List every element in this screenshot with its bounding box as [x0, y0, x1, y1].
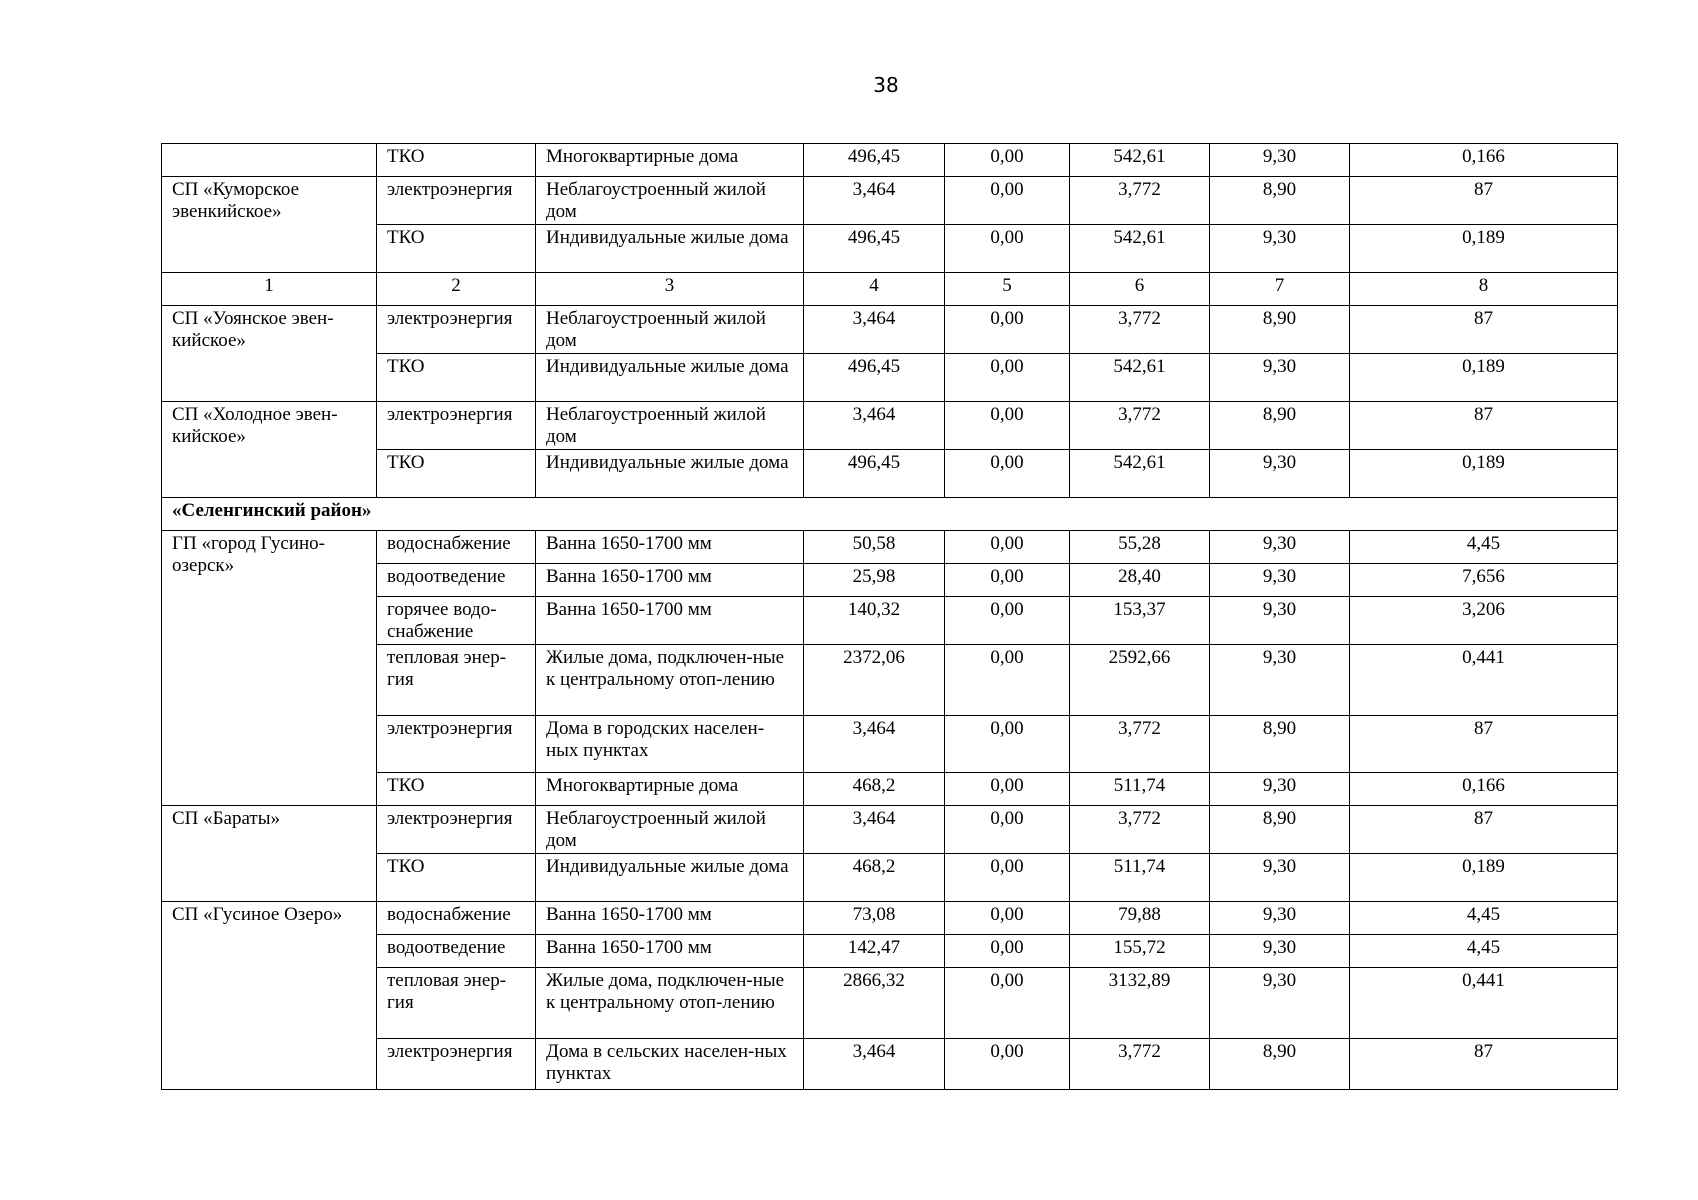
value-cell: 87 — [1350, 402, 1618, 450]
value-cell: 0,441 — [1350, 968, 1618, 1039]
column-number: 1 — [162, 273, 377, 306]
value-cell: 0,166 — [1350, 773, 1618, 806]
table-row — [162, 854, 1618, 902]
value-cell: 3132,89 — [1070, 968, 1210, 1039]
value-cell: 0,00 — [945, 402, 1070, 450]
value-cell: 142,47 — [804, 935, 945, 968]
settlement-cell: СП «Бараты» — [162, 806, 377, 902]
value-cell: 9,30 — [1210, 773, 1350, 806]
value-cell: 153,37 — [1070, 597, 1210, 645]
value-cell: 3,772 — [1070, 806, 1210, 854]
category-cell: Индивидуальные жилые дома — [536, 354, 804, 402]
column-number-row — [162, 273, 1618, 306]
table-row — [162, 225, 1618, 273]
value-cell: 2866,32 — [804, 968, 945, 1039]
value-cell: 0,189 — [1350, 854, 1618, 902]
value-cell: 9,30 — [1210, 531, 1350, 564]
column-number: 6 — [1070, 273, 1210, 306]
table-row — [162, 902, 1618, 935]
value-cell: 2592,66 — [1070, 645, 1210, 716]
value-cell: 50,58 — [804, 531, 945, 564]
service-cell: ТКО — [377, 144, 536, 177]
category-cell: Ванна 1650-1700 мм — [536, 935, 804, 968]
value-cell: 8,90 — [1210, 177, 1350, 225]
category-cell: Ванна 1650-1700 мм — [536, 564, 804, 597]
value-cell: 3,772 — [1070, 306, 1210, 354]
value-cell: 496,45 — [804, 354, 945, 402]
table-row — [162, 1039, 1618, 1090]
value-cell: 3,772 — [1070, 716, 1210, 773]
value-cell: 9,30 — [1210, 564, 1350, 597]
settlement-cell — [162, 144, 377, 177]
service-cell: электроэнергия — [377, 306, 536, 354]
value-cell: 542,61 — [1070, 450, 1210, 498]
column-number: 5 — [945, 273, 1070, 306]
category-cell: Неблагоустроенный жилой дом — [536, 402, 804, 450]
service-cell: водоснабжение — [377, 531, 536, 564]
value-cell: 8,90 — [1210, 716, 1350, 773]
value-cell: 9,30 — [1210, 354, 1350, 402]
value-cell: 511,74 — [1070, 854, 1210, 902]
service-cell: тепловая энер-гия — [377, 968, 536, 1039]
table-row — [162, 450, 1618, 498]
column-number: 2 — [377, 273, 536, 306]
category-cell: Индивидуальные жилые дома — [536, 854, 804, 902]
value-cell: 0,189 — [1350, 450, 1618, 498]
value-cell: 3,206 — [1350, 597, 1618, 645]
service-cell: водоснабжение — [377, 902, 536, 935]
service-cell: ТКО — [377, 773, 536, 806]
table-row — [162, 935, 1618, 968]
category-cell: Индивидуальные жилые дома — [536, 225, 804, 273]
category-cell: Жилые дома, подключен-ные к центральному отоп-лению — [536, 645, 804, 716]
value-cell: 468,2 — [804, 773, 945, 806]
value-cell: 9,30 — [1210, 854, 1350, 902]
table-row — [162, 144, 1618, 177]
value-cell: 0,189 — [1350, 225, 1618, 273]
value-cell: 0,00 — [945, 564, 1070, 597]
settlement-cell: СП «Гусиное Озеро» — [162, 902, 377, 1090]
value-cell: 0,00 — [945, 645, 1070, 716]
category-cell: Индивидуальные жилые дома — [536, 450, 804, 498]
value-cell: 0,00 — [945, 773, 1070, 806]
value-cell: 3,464 — [804, 716, 945, 773]
value-cell: 3,464 — [804, 177, 945, 225]
section-title: «Селенгинский район» — [162, 498, 1618, 531]
table-row — [162, 564, 1618, 597]
value-cell: 0,166 — [1350, 144, 1618, 177]
value-cell: 0,00 — [945, 225, 1070, 273]
value-cell: 87 — [1350, 1039, 1618, 1090]
value-cell: 3,464 — [804, 306, 945, 354]
category-cell: Дома в городских населен-ных пунктах — [536, 716, 804, 773]
value-cell: 28,40 — [1070, 564, 1210, 597]
table-row — [162, 968, 1618, 1039]
value-cell: 0,00 — [945, 902, 1070, 935]
value-cell: 155,72 — [1070, 935, 1210, 968]
value-cell: 0,00 — [945, 716, 1070, 773]
service-cell: водоотведение — [377, 564, 536, 597]
column-number: 3 — [536, 273, 804, 306]
table-row — [162, 806, 1618, 854]
service-cell: ТКО — [377, 854, 536, 902]
service-cell: ТКО — [377, 354, 536, 402]
value-cell: 9,30 — [1210, 902, 1350, 935]
value-cell: 0,00 — [945, 806, 1070, 854]
value-cell: 3,464 — [804, 402, 945, 450]
value-cell: 3,772 — [1070, 177, 1210, 225]
table-row — [162, 531, 1618, 564]
table-row — [162, 354, 1618, 402]
tariff-table — [161, 143, 1618, 1090]
category-cell: Жилые дома, подключен-ные к центральному отоп-лению — [536, 968, 804, 1039]
service-cell: ТКО — [377, 450, 536, 498]
value-cell: 0,00 — [945, 968, 1070, 1039]
value-cell: 7,656 — [1350, 564, 1618, 597]
category-cell: Многоквартирные дома — [536, 144, 804, 177]
service-cell: электроэнергия — [377, 806, 536, 854]
column-number: 4 — [804, 273, 945, 306]
value-cell: 3,464 — [804, 1039, 945, 1090]
category-cell: Многоквартирные дома — [536, 773, 804, 806]
table-row — [162, 597, 1618, 645]
value-cell: 79,88 — [1070, 902, 1210, 935]
value-cell: 73,08 — [804, 902, 945, 935]
category-cell: Ванна 1650-1700 мм — [536, 902, 804, 935]
page-number: 38 — [873, 73, 899, 97]
service-cell: электроэнергия — [377, 177, 536, 225]
value-cell: 9,30 — [1210, 225, 1350, 273]
value-cell: 0,00 — [945, 597, 1070, 645]
service-cell: электроэнергия — [377, 1039, 536, 1090]
value-cell: 0,00 — [945, 854, 1070, 902]
service-cell: тепловая энер-гия — [377, 645, 536, 716]
table-row — [162, 773, 1618, 806]
settlement-cell: СП «Уоянское эвен-кийское» — [162, 306, 377, 402]
value-cell: 542,61 — [1070, 225, 1210, 273]
value-cell: 9,30 — [1210, 597, 1350, 645]
value-cell: 0,441 — [1350, 645, 1618, 716]
value-cell: 8,90 — [1210, 806, 1350, 854]
value-cell: 9,30 — [1210, 144, 1350, 177]
value-cell: 87 — [1350, 177, 1618, 225]
value-cell: 87 — [1350, 306, 1618, 354]
table-row — [162, 716, 1618, 773]
table-row — [162, 177, 1618, 225]
value-cell: 0,00 — [945, 531, 1070, 564]
value-cell: 87 — [1350, 806, 1618, 854]
value-cell: 0,00 — [945, 1039, 1070, 1090]
value-cell: 0,00 — [945, 306, 1070, 354]
value-cell: 8,90 — [1210, 306, 1350, 354]
value-cell: 0,189 — [1350, 354, 1618, 402]
column-number: 8 — [1350, 273, 1618, 306]
value-cell: 4,45 — [1350, 902, 1618, 935]
value-cell: 542,61 — [1070, 354, 1210, 402]
category-cell: Ванна 1650-1700 мм — [536, 597, 804, 645]
category-cell: Дома в сельских населен-ных пунктах — [536, 1039, 804, 1090]
value-cell: 55,28 — [1070, 531, 1210, 564]
value-cell: 0,00 — [945, 177, 1070, 225]
value-cell: 0,00 — [945, 354, 1070, 402]
service-cell: ТКО — [377, 225, 536, 273]
column-number: 7 — [1210, 273, 1350, 306]
value-cell: 0,00 — [945, 144, 1070, 177]
category-cell: Неблагоустроенный жилой дом — [536, 806, 804, 854]
value-cell: 496,45 — [804, 144, 945, 177]
value-cell: 9,30 — [1210, 935, 1350, 968]
table-row — [162, 645, 1618, 716]
value-cell: 511,74 — [1070, 773, 1210, 806]
value-cell: 3,464 — [804, 806, 945, 854]
section-row — [162, 498, 1618, 531]
service-cell: водоотведение — [377, 935, 536, 968]
category-cell: Неблагоустроенный жилой дом — [536, 306, 804, 354]
value-cell: 25,98 — [804, 564, 945, 597]
value-cell: 2372,06 — [804, 645, 945, 716]
value-cell: 8,90 — [1210, 1039, 1350, 1090]
value-cell: 3,772 — [1070, 402, 1210, 450]
value-cell: 542,61 — [1070, 144, 1210, 177]
value-cell: 9,30 — [1210, 450, 1350, 498]
value-cell: 4,45 — [1350, 935, 1618, 968]
service-cell: электроэнергия — [377, 402, 536, 450]
value-cell: 0,00 — [945, 935, 1070, 968]
service-cell: горячее водо-снабжение — [377, 597, 536, 645]
value-cell: 87 — [1350, 716, 1618, 773]
value-cell: 4,45 — [1350, 531, 1618, 564]
category-cell: Ванна 1650-1700 мм — [536, 531, 804, 564]
value-cell: 0,00 — [945, 450, 1070, 498]
settlement-cell: СП «Холодное эвен-кийское» — [162, 402, 377, 498]
value-cell: 140,32 — [804, 597, 945, 645]
value-cell: 496,45 — [804, 225, 945, 273]
settlement-cell: СП «Куморское эвенкийское» — [162, 177, 377, 273]
value-cell: 9,30 — [1210, 968, 1350, 1039]
category-cell: Неблагоустроенный жилой дом — [536, 177, 804, 225]
table-row — [162, 402, 1618, 450]
service-cell: электроэнергия — [377, 716, 536, 773]
value-cell: 8,90 — [1210, 402, 1350, 450]
value-cell: 3,772 — [1070, 1039, 1210, 1090]
settlement-cell: ГП «город Гусино-озерск» — [162, 531, 377, 806]
value-cell: 468,2 — [804, 854, 945, 902]
table-row — [162, 306, 1618, 354]
value-cell: 9,30 — [1210, 645, 1350, 716]
value-cell: 496,45 — [804, 450, 945, 498]
